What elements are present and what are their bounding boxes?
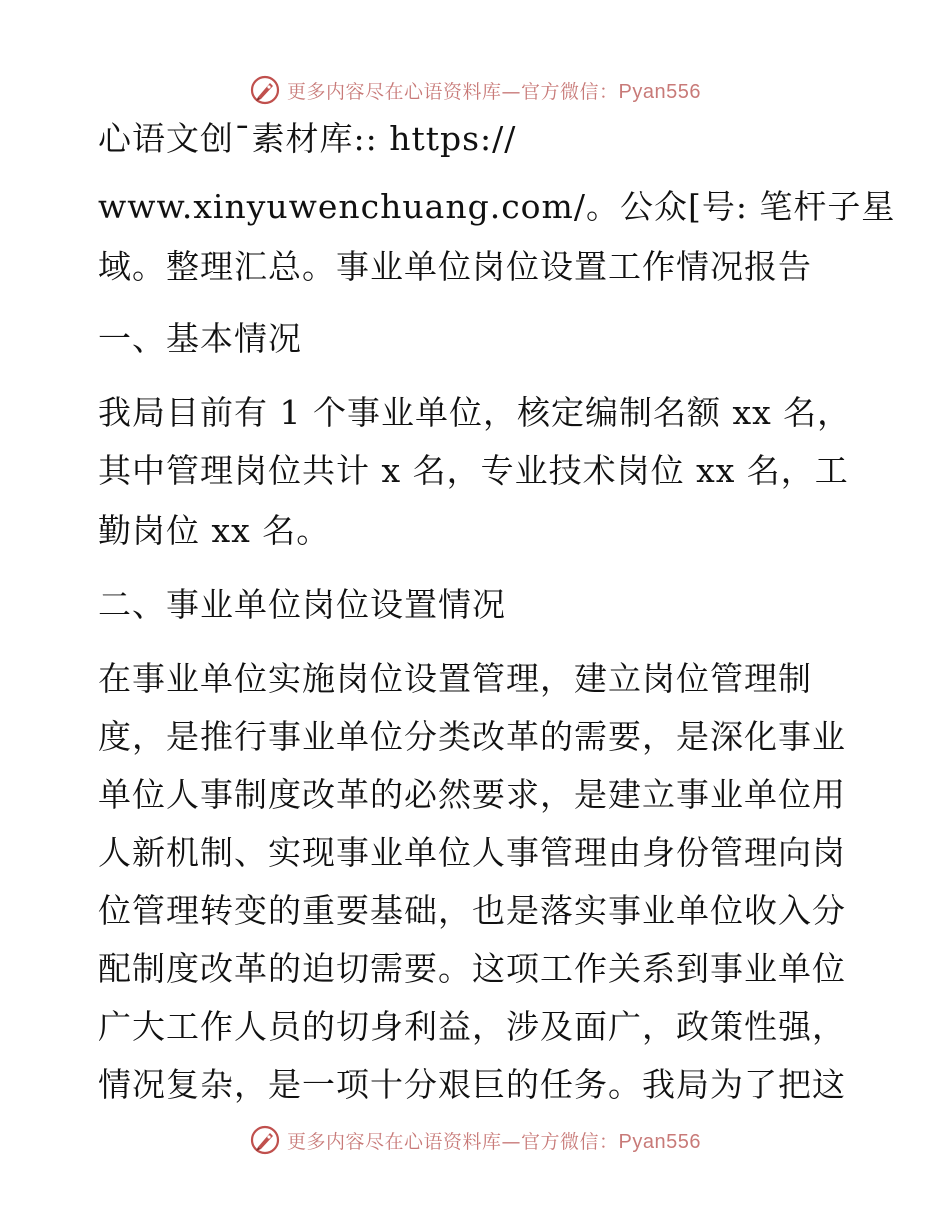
text-line: 位管理转变的重要基础，也是落实事业单位收入分 <box>98 891 846 930</box>
text-line: 度，是推行事业单位分类改革的需要，是深化事业 <box>98 717 846 756</box>
text-line: 广大工作人员的切身利益，涉及面广，政策性强， <box>98 1007 846 1046</box>
text-line: 域。整理汇总。事业单位岗位设置工作情况报告 <box>98 247 812 286</box>
section-heading: 二、事业单位岗位设置情况 <box>98 585 506 624</box>
watermark-banner-bottom <box>0 1120 950 1160</box>
text-line: 人新机制、实现事业单位人事管理由身份管理向岗 <box>98 833 846 872</box>
text-line: 勤岗位 xx 名。 <box>98 511 331 550</box>
text-line: 心语文创¯素材库:: https:// <box>98 119 517 158</box>
section-heading: 一、基本情况 <box>98 319 302 358</box>
watermark-banner-top <box>0 70 950 110</box>
watermark-code: Pyan556 <box>618 80 701 103</box>
watermark-code: Pyan556 <box>618 1130 701 1153</box>
text-line: www.xinyuwenchuang.com/。公众[号: 笔杆子星 <box>98 187 896 226</box>
text-line: 单位人事制度改革的必然要求，是建立事业单位用 <box>98 775 846 814</box>
watermark-text: 更多内容尽在心语资料库—官方微信： <box>287 1130 619 1153</box>
text-line: 情况复杂，是一项十分艰巨的任务。我局为了把这 <box>98 1065 846 1104</box>
text-line: 配制度改革的迫切需要。这项工作关系到事业单位 <box>98 949 846 988</box>
quill-pen-circle-icon <box>249 74 281 106</box>
text-line: 其中管理岗位共计 x 名，专业技术岗位 xx 名，工 <box>98 451 849 490</box>
text-line: 在事业单位实施岗位设置管理，建立岗位管理制 <box>98 659 812 698</box>
text-line: 我局目前有 1 个事业单位，核定编制名额 xx 名， <box>98 393 852 432</box>
watermark-text: 更多内容尽在心语资料库—官方微信： <box>287 80 619 103</box>
quill-pen-circle-icon <box>249 1124 281 1156</box>
